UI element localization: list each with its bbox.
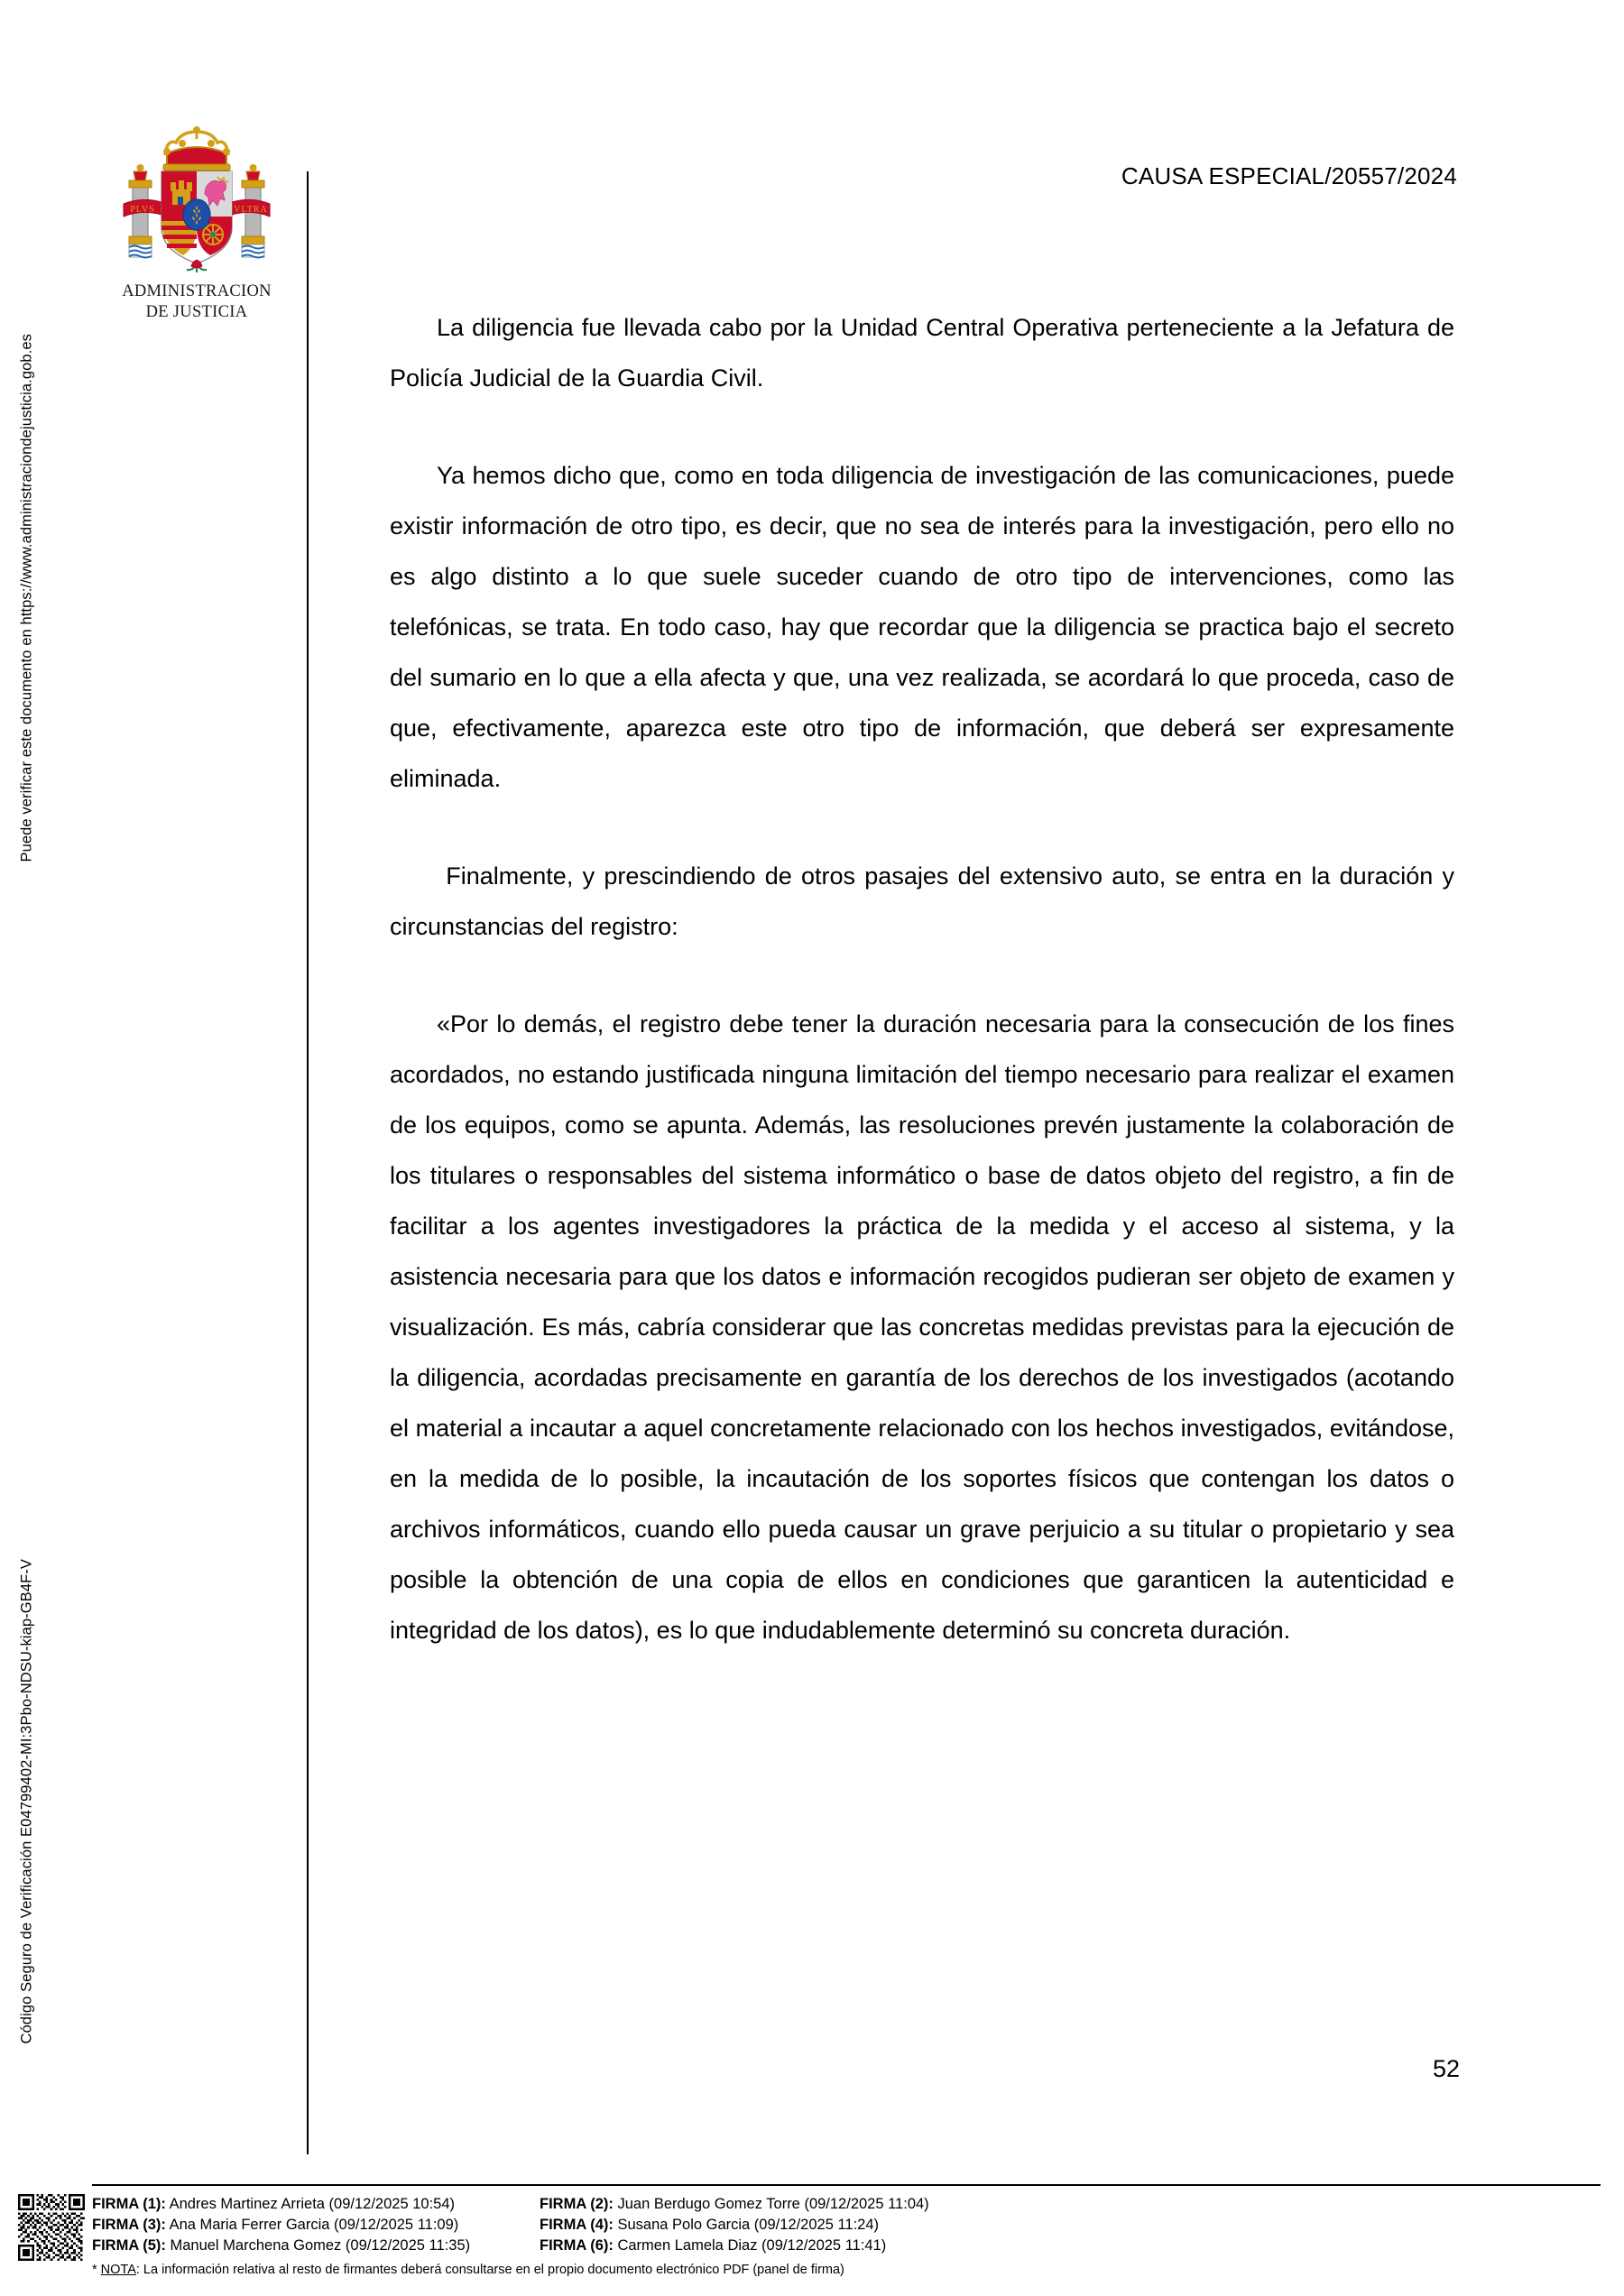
paragraph-2-text: Ya hemos dicho que, como en toda diligencia de investigación de las comunicaciones, puede existir información de otro tipo, es decir, que no sea de interés para la investigación, pero ello no es algo distinto a lo que suele suceder cuando de otro tipo de intervenciones, como las telefónicas, se trata. En todo caso, hay que recordar que la diligencia se practica bajo el secreto del sumario en lo que a ella afecta y que, una vez realizada, se acordará lo que proceda, caso de que, efectivamente, aparezca este otro tipo de información, que deberá ser expresamente eliminada. [390, 462, 1454, 792]
signature-2-value: Juan Berdugo Gomez Torre (09/12/2025 11:04) [617, 2196, 929, 2212]
signature-4-label: FIRMA (4): [540, 2217, 614, 2233]
signature-footer [0, 2172, 1624, 2296]
case-reference-header: CAUSA ESPECIAL/20557/2024 [1121, 162, 1457, 189]
signature-4-value: Susana Polo Garcia (09/12/2025 11:24) [617, 2217, 880, 2233]
signature-2-label: FIRMA (2): [540, 2196, 614, 2212]
footer-note-underlined: NOTA [100, 2263, 136, 2277]
margin-divider [307, 171, 309, 2154]
paragraph-2 [390, 450, 1454, 804]
signature-5-label: FIRMA (5): [92, 2237, 166, 2254]
page-number: 52 [1432, 2055, 1460, 2082]
paragraph-1 [390, 302, 1454, 403]
signature-list [92, 2194, 1601, 2256]
paragraph-4 [390, 999, 1454, 1655]
emblem-block [101, 126, 292, 322]
signature-3-value: Ana Maria Ferrer Garcia (09/12/2025 11:09) [169, 2217, 459, 2233]
paragraph-4-text: «Por lo demás, el registro debe tener la duración necesaria para la consecución de los fines acordados, no estando justificada ninguna limitación del tiempo necesario para realizar el examen de los equipos, como se apunta. Además, las resoluciones prevén justamente la colaboración de los titulares o responsables del sistema informático o base de datos objeto del registro, a fin de facilitar a los agentes investigadores la práctica de la medida y el acceso al sistema, y la asistencia necesaria para que los datos e información recogidos pudieran ser objeto de examen y visualización. Es más, cabría considerar que las concretas medidas previstas para la ejecución de la diligencia, acordadas precisamente en garantía de los derechos de los investigados (acotando el material a incautar a aquel concretamente relacionado con los hechos investigados, evitándose, en la medida de lo posible, la incautación de los soportes físicos que contengan los datos o archivos informáticos, cuando ello pueda causar un grave perjuicio a su titular o propietario y sea posible la obtención de una copia de ellos en condiciones que garanticen la autenticidad e integridad de los datos), es lo que indudablemente determinó su concreta duración. [390, 1010, 1454, 1644]
footer-note-prefix: * [92, 2263, 101, 2277]
signature-5 [92, 2236, 540, 2256]
footer-note-rest: : La información relativa al resto de firmantes deberá consultarse en el propio documento electrónico PDF (panel de firma) [135, 2263, 844, 2277]
signature-3 [92, 2215, 540, 2236]
verification-url-text: Puede verificar este documento en https://www.administraciondejusticia.gob.es [18, 333, 35, 862]
paragraph-3 [390, 851, 1454, 952]
signature-6-value: Carmen Lamela Diaz (09/12/2025 11:41) [617, 2237, 887, 2254]
footer-divider [92, 2184, 1601, 2186]
svg-text:VLTRA: VLTRA [234, 205, 268, 215]
footer-note [92, 2262, 844, 2278]
verification-code-text: Código Seguro de Verificación E04799402-MI:3Pbo-NDSU-kiap-GB4F-V [18, 1558, 35, 2043]
left-margin-strip [0, 0, 70, 2152]
emblem-caption-line-1: ADMINISTRACION [122, 282, 272, 300]
paragraph-3-text: Finalmente, y prescindiendo de otros pasajes del extensivo auto, se entra en la duración y circunstancias del registro: [390, 862, 1454, 940]
qr-code-icon [18, 2194, 85, 2261]
signature-5-value: Manuel Marchena Gomez (09/12/2025 11:35) [170, 2237, 471, 2254]
signature-1-value: Andres Martinez Arrieta (09/12/2025 10:54) [169, 2196, 455, 2212]
emblem-caption-line-2: DE JUSTICIA [145, 302, 248, 321]
paragraph-1-text: La diligencia fue llevada cabo por la Unidad Central Operativa perteneciente a la Jefatura de Policía Judicial de la Guardia Civil. [390, 314, 1454, 392]
signature-3-label: FIRMA (3): [92, 2217, 166, 2233]
signature-6 [540, 2236, 1601, 2256]
signature-1 [92, 2194, 540, 2215]
emblem-caption [101, 281, 292, 322]
signature-6-label: FIRMA (6): [540, 2237, 614, 2254]
svg-text:PLVS: PLVS [130, 205, 155, 215]
signature-2 [540, 2194, 1601, 2215]
signature-4 [540, 2215, 1601, 2236]
signature-1-label: FIRMA (1): [92, 2196, 166, 2212]
document-body [390, 302, 1454, 1655]
spanish-coat-of-arms-icon [101, 126, 292, 278]
